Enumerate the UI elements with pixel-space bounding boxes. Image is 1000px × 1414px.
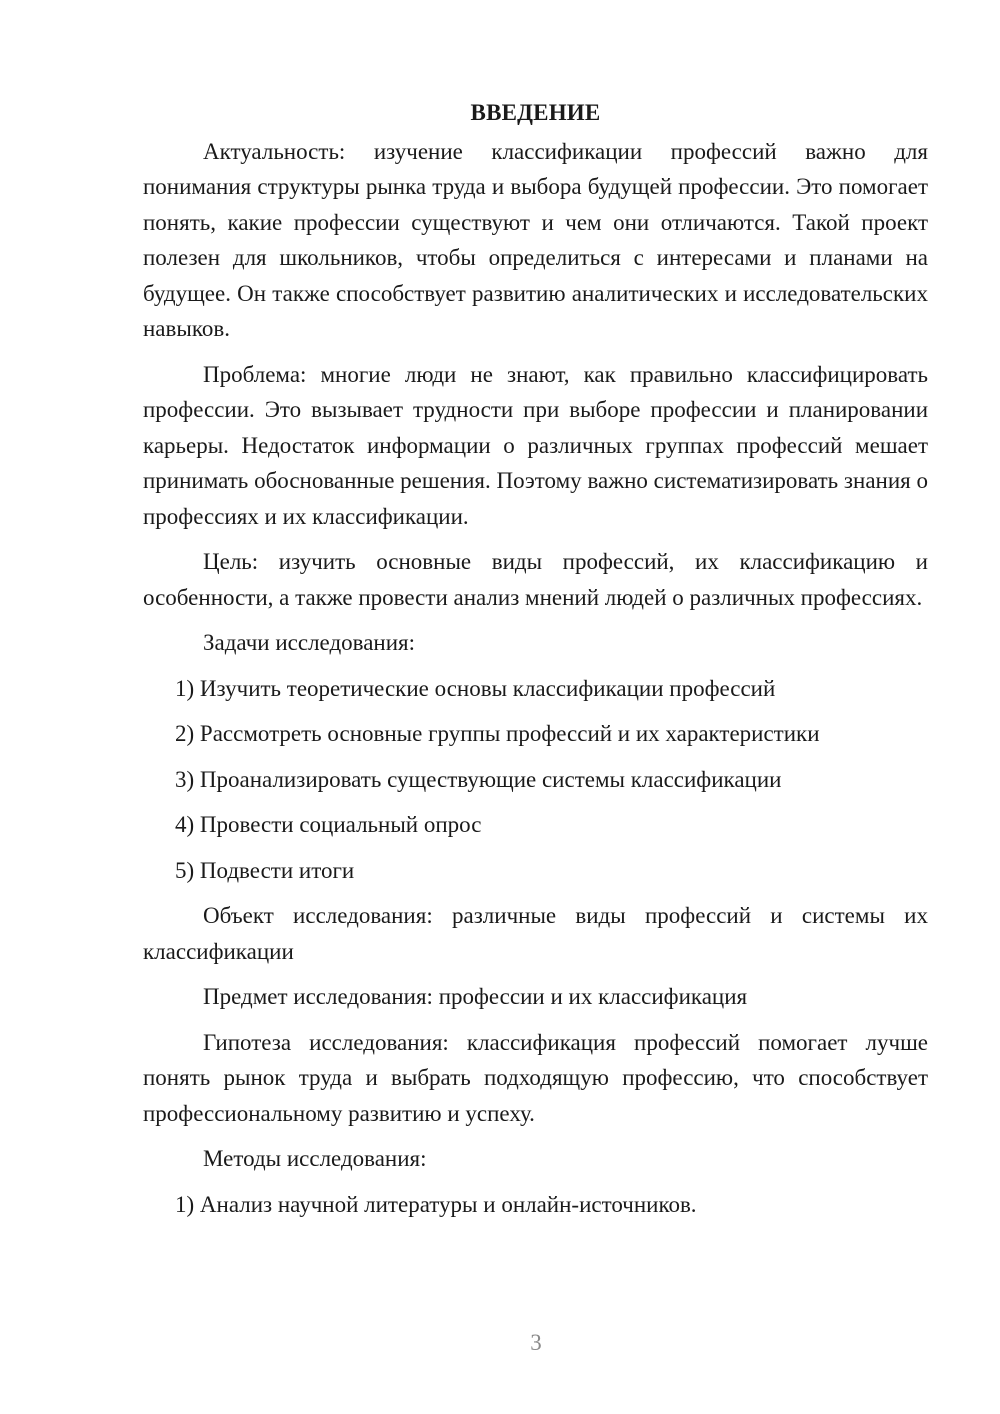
hypothesis-paragraph: Гипотеза исследования: классификация профессий помогает лучше понять рынок труда и выбрать подходящую профессию, что способствует профессиональному развитию и успеху. — [143, 1029, 928, 1126]
methods-title: Методы исследования: — [203, 1146, 427, 1171]
relevance-paragraph: Актуальность: изучение классификации профессий важно для понимания структуры рынка труда и выбора будущей профессии. Это помогает понять, какие профессии существуют и чем они отличаются. Такой проект полезен для школьников, чтобы определиться с интересами и планами на будущее. Он также способствует развитию аналитических и исследовательских навыков. — [143, 138, 928, 341]
document-page — [143, 95, 928, 1232]
list-item: 3) Проанализировать существующие системы классификации — [175, 766, 782, 792]
list-item: 2) Рассмотреть основные группы профессий и их характеристики — [175, 721, 820, 746]
list-item: 1) Анализ научной литературы и онлайн-источников. — [175, 1191, 697, 1217]
object-paragraph: Объект исследования: различные виды профессий и системы их классификации — [143, 903, 928, 964]
methods-list — [143, 1187, 928, 1223]
page-title: ВВЕДЕНИЕ — [470, 100, 601, 125]
list-item: 1) Изучить теоретические основы классификации профессий — [175, 675, 776, 701]
subject-paragraph: Предмет исследования: профессии и их классификация — [203, 984, 748, 1009]
list-item: 4) Провести социальный опрос — [175, 812, 482, 837]
goal-paragraph: Цель: изучить основные виды профессий, их классификацию и особенности, а также провести анализ мнений людей о различных профессиях. — [143, 549, 928, 610]
problem-paragraph: Проблема: многие люди не знают, как правильно классифицировать профессии. Это вызывает трудности при выборе профессии и планировании карьеры. Недостаток информации о различных группах профессий мешает принимать обоснованные решения. Поэтому важно систематизировать знания о профессиях и их классификации. — [143, 361, 928, 529]
tasks-list — [143, 671, 928, 889]
page-number: 3 — [530, 1330, 542, 1355]
list-item: 5) Подвести итоги — [175, 857, 355, 883]
tasks-title: Задачи исследования: — [203, 630, 416, 655]
